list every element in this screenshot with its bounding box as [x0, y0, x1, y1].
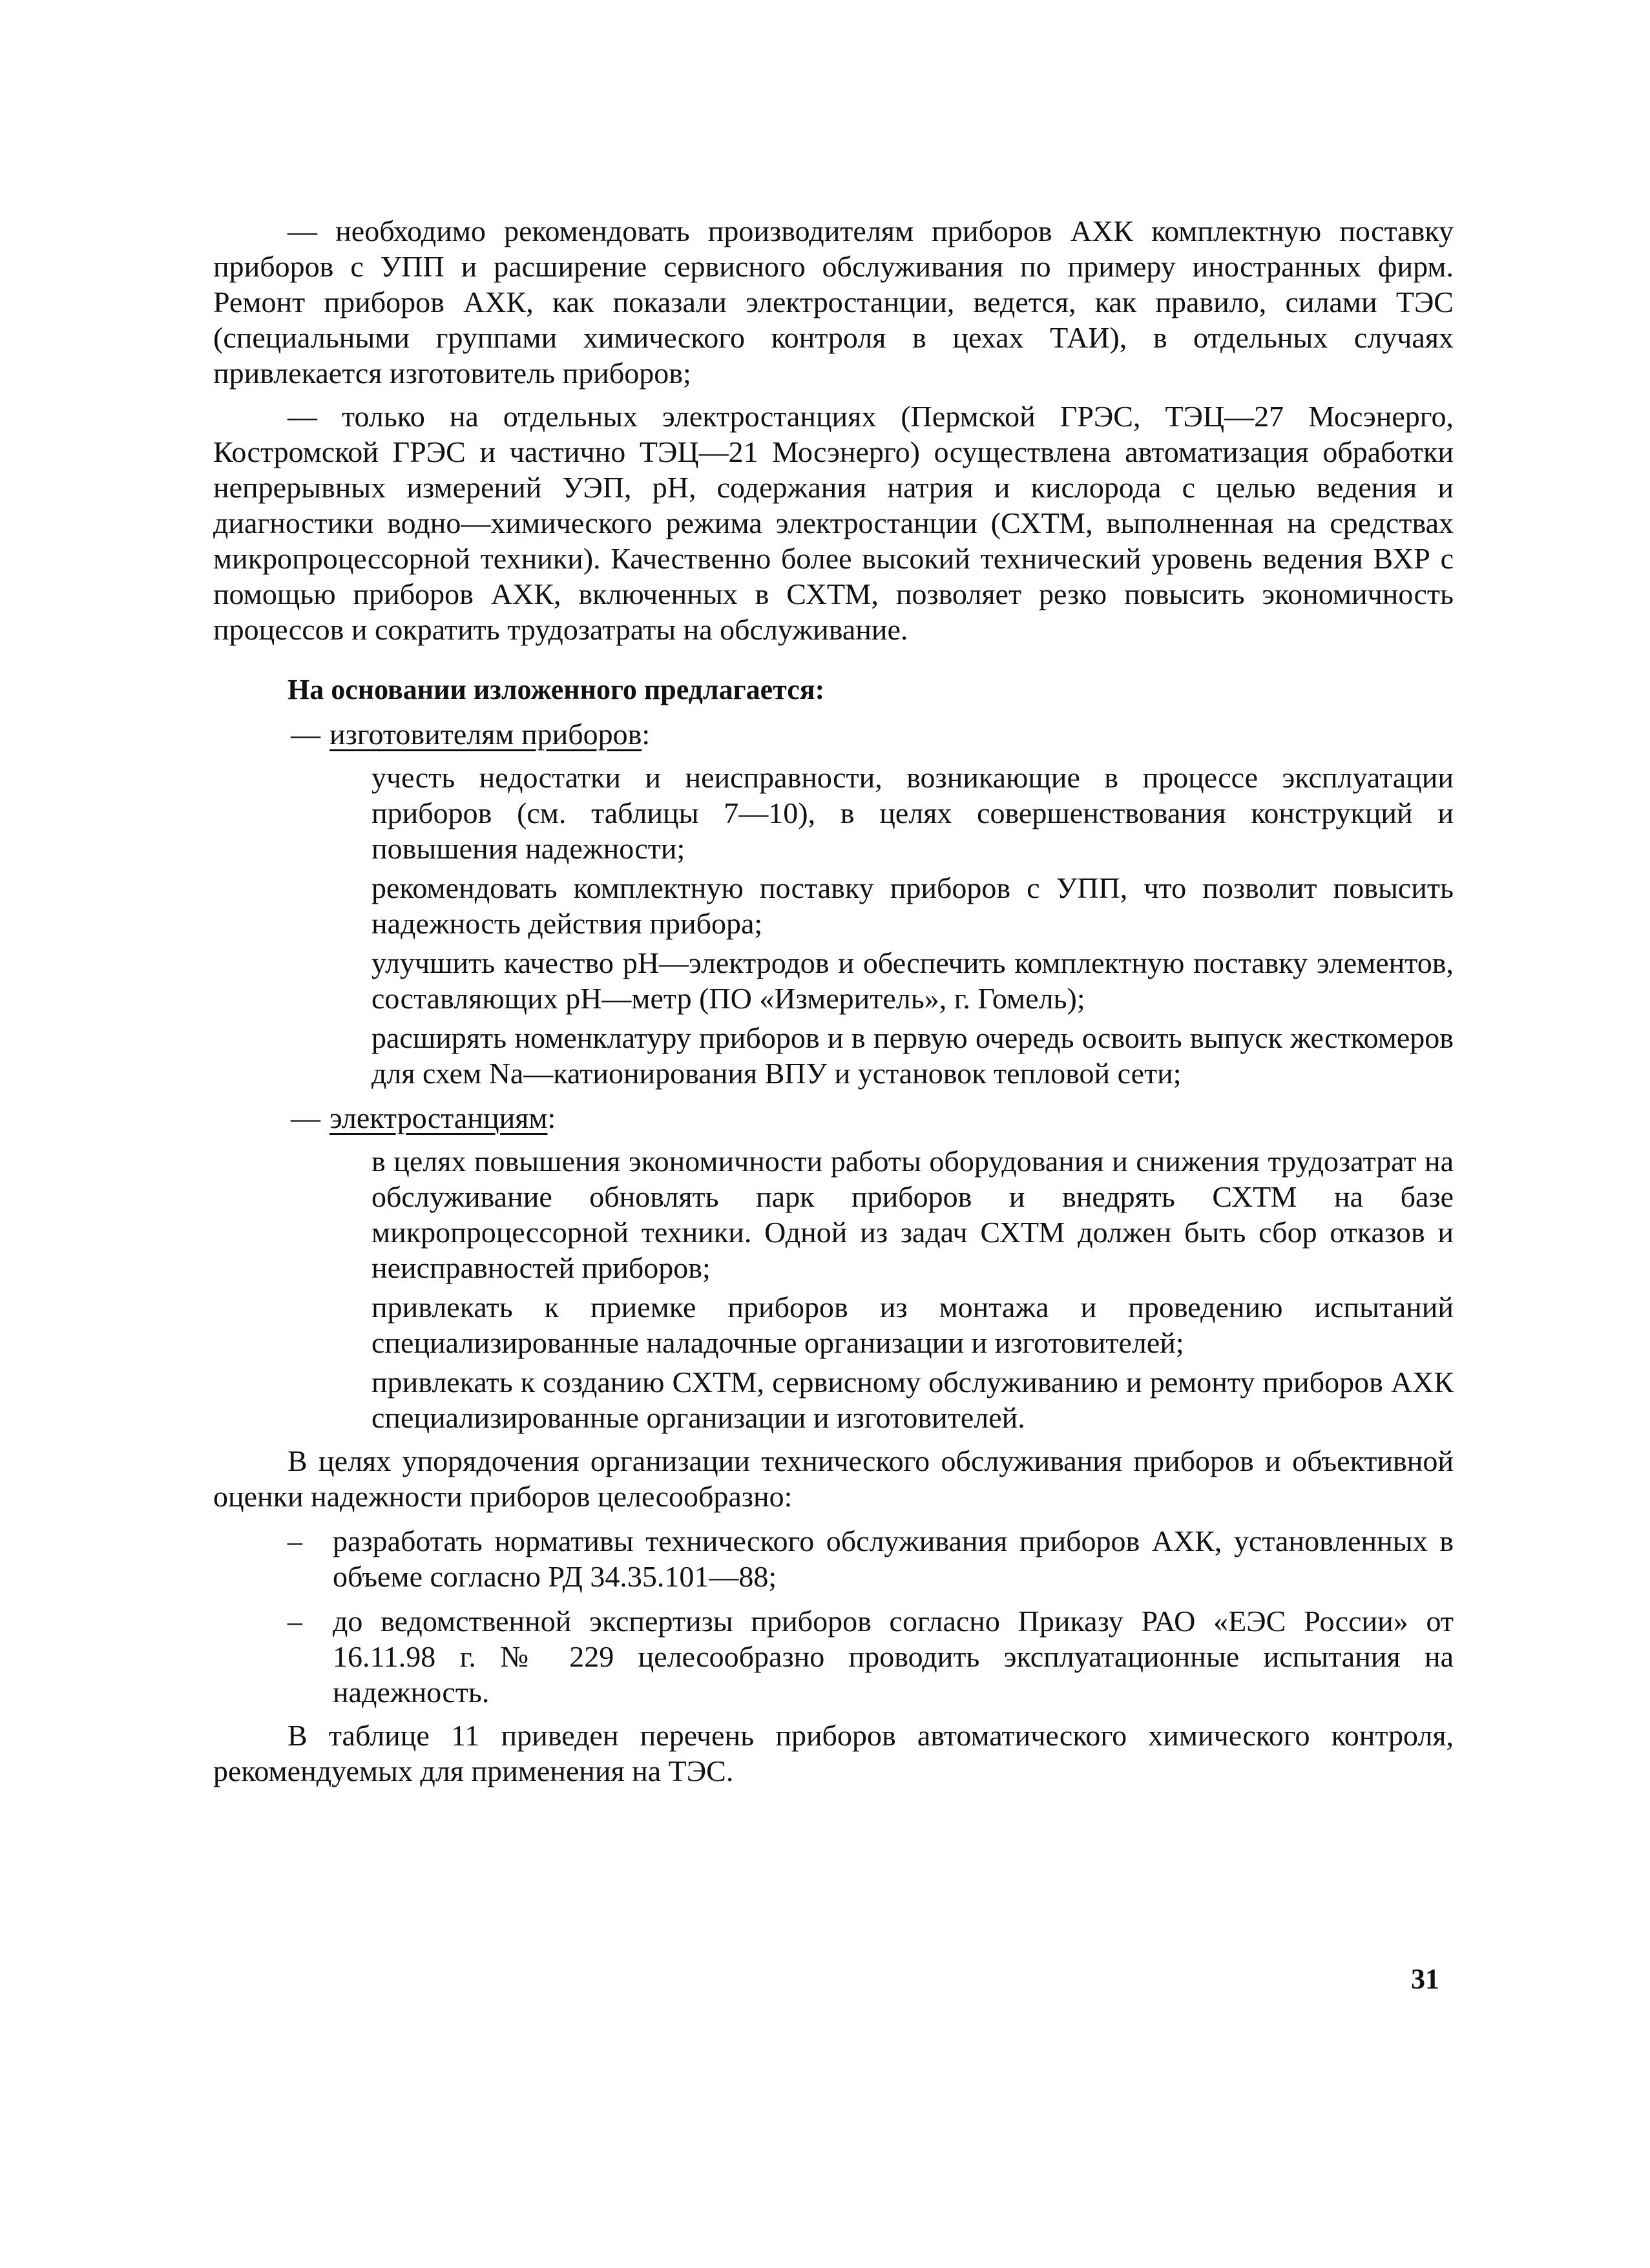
manufacturers-header [213, 716, 1454, 752]
dash-marker: — [291, 1101, 320, 1134]
list-item [213, 1523, 1454, 1594]
page-number: 31 [1411, 1963, 1439, 1995]
dash-marker: – [287, 1605, 302, 1638]
proposals-heading: На основании изложенного предлагается: [287, 674, 825, 705]
list-item: рекомендовать комплектную поставку приборов с УПП, что позволит повысить надежность действия прибора; [371, 871, 1454, 940]
list-item-text: до ведомственной экспертизы приборов согласно Приказу РАО «ЕЭС России» от 16.11.98 г. № 229 целесообразно проводить эксплуатационные испытания на надежность. [333, 1605, 1454, 1709]
list-item: улучшить качество pH—электродов и обеспечить комплектную поставку элементов, составляющих pH—метр (ПО «Измеритель», г. Гомель); [371, 946, 1454, 1015]
list-item [213, 1603, 1454, 1710]
paragraph-expedient: В целях упорядочения организации технического обслуживания приборов и объективной оценки надежности приборов целесообразно: [213, 1444, 1454, 1513]
list-item-text: разработать нормативы технического обслуживания приборов АХК, установленных в объеме согласно РД 34.35.101—88; [333, 1524, 1454, 1593]
paragraph-automation: — только на отдельных электростанциях (Пермской ГРЭС, ТЭЦ—27 Мосэнерго, Костромской ГРЭС и частично ТЭЦ—21 Мосэнерго) осуществлена автоматизация обработки непрерывных измерений УЭП, pH, содержания натрия и кислорода с целью ведения и диагностики водно—химического режима электростанции (СХТМ, выполненная на средствах микропроцессорной техники). Качественно более высокий технический уровень ведения ВХР с помощью приборов АХК, включенных в СХТМ, позволяет резко повысить экономичность процессов и сократить трудозатраты на обслуживание. [213, 400, 1454, 646]
list-item: привлекать к созданию СХТМ, сервисному обслуживанию и ремонту приборов АХК специализированные организации и изготовителей. [371, 1366, 1454, 1434]
paragraph-recommend-supply: — необходимо рекомендовать производителям приборов АХК комплектную поставку приборов с УПП и расширение сервисного обслуживания по примеру иностранных фирм. Ремонт приборов АХК, как показали электростанции, ведется, как правило, силами ТЭС (специальными группами химического контроля в цехах ТАИ), в отдельных случаях привлекается изготовитель приборов; [213, 214, 1454, 390]
paragraph-table-reference: В таблице 11 приведен перечень приборов автоматического химического контроля, рекомендуемых для применения на ТЭС. [213, 1719, 1454, 1787]
stations-header [213, 1100, 1454, 1136]
stations-list [371, 1143, 1454, 1435]
list-item: расширять номенклатуру приборов и в первую очередь освоить выпуск жесткомеров для схем Na—катионирования ВПУ и установок тепловой сети; [371, 1021, 1454, 1090]
dash-marker: — [291, 718, 320, 751]
colon: : [642, 718, 651, 751]
manufacturers-label: изготовителям приборов [329, 718, 642, 751]
manufacturers-list [371, 760, 1454, 1091]
document-page [213, 213, 1454, 1789]
dash-marker: – [287, 1524, 302, 1557]
stations-label: электростанциям [329, 1101, 548, 1134]
list-item: привлекать к приемке приборов из монтажа и проведению испытаний специализированные наладочные организации и изготовителей; [371, 1291, 1454, 1359]
colon: : [547, 1101, 556, 1134]
list-item: в целях повышения экономичности работы оборудования и снижения трудозатрат на обслуживание обновлять парк приборов и внедрять СХТМ на базе микропроцессорной техники. Одной из задач СХТМ должен быть сбор отказов и неисправностей приборов; [371, 1145, 1454, 1284]
list-item: учесть недостатки и неисправности, возникающие в процессе эксплуатации приборов (см. таблицы 7—10), в целях совершенствования конструкций и повышения надежности; [371, 761, 1454, 865]
